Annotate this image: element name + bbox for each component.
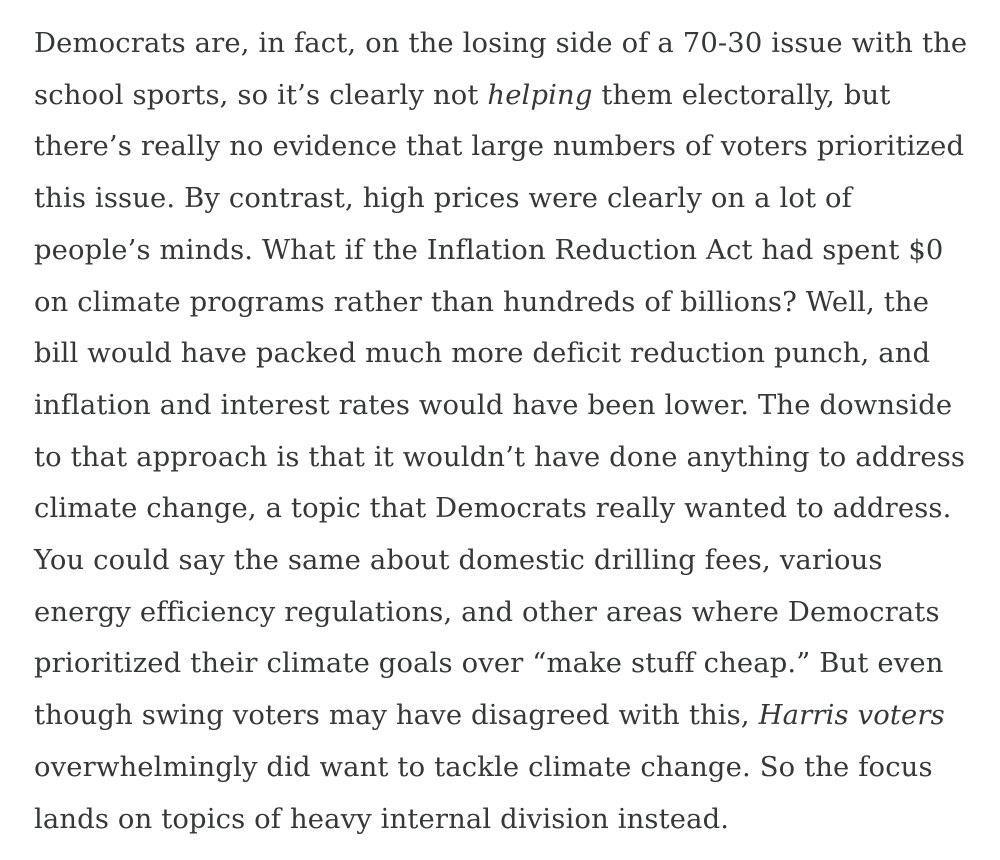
line-2-text-end: them electorally, but (592, 79, 891, 111)
paragraph-line-13 (34, 638, 980, 690)
line-6-text: on climate programs rather than hundreds of billions? Well, the (34, 286, 930, 318)
paragraph-line-7 (34, 328, 980, 380)
line-14-text-start: though swing voters may have disagreed with this, (34, 700, 759, 732)
paragraph-line-9 (34, 432, 980, 484)
line-13-text: prioritized their climate goals over “make stuff cheap.” But even (34, 648, 944, 680)
paragraph-line-10 (34, 483, 980, 535)
paragraph-line-12 (34, 587, 980, 639)
paragraph-line-8 (34, 380, 980, 432)
paragraph-line-4 (34, 173, 980, 225)
line-1-text: Democrats are, in fact, on the losing side of a 70-30 issue with the (34, 28, 968, 59)
paragraph-line-6 (34, 277, 980, 329)
paragraph-line-16 (34, 794, 980, 846)
line-12-text: energy efficiency regulations, and other areas where Democrats (34, 596, 940, 628)
line-16-text: lands on topics of heavy internal division instead. (34, 803, 730, 835)
emphasis-helping: helping (487, 79, 593, 111)
emphasis-harris-voters: Harris voters (758, 700, 945, 732)
line-15-text: overwhelmingly did want to tackle climate change. So the focus (34, 751, 933, 783)
paragraph-line-14 (34, 690, 980, 742)
paragraph-line-11 (34, 535, 980, 587)
line-11-text: You could say the same about domestic drilling fees, various (34, 545, 883, 577)
article-paragraph (34, 18, 980, 845)
paragraph-line-5 (34, 225, 980, 277)
paragraph-line-2 (34, 70, 980, 122)
paragraph-line-3 (34, 121, 980, 173)
line-8-text: inflation and interest rates would have been lower. The downside (34, 389, 953, 421)
line-4-text: this issue. By contrast, high prices were clearly on a lot of (34, 183, 852, 215)
paragraph-line-1 (34, 18, 980, 70)
line-2-text-start: school sports, so it’s clearly not (34, 79, 488, 111)
line-10-text: climate change, a topic that Democrats really wanted to address. (34, 493, 952, 525)
paragraph-line-15 (34, 742, 980, 794)
line-7-text: bill would have packed much more deficit reduction punch, and (34, 338, 931, 370)
line-5-text: people’s minds. What if the Inflation Reduction Act had spent $0 (34, 234, 944, 266)
line-3-text: there’s really no evidence that large numbers of voters prioritized (34, 131, 965, 163)
line-9-text: to that approach is that it wouldn’t have done anything to address (34, 441, 966, 473)
